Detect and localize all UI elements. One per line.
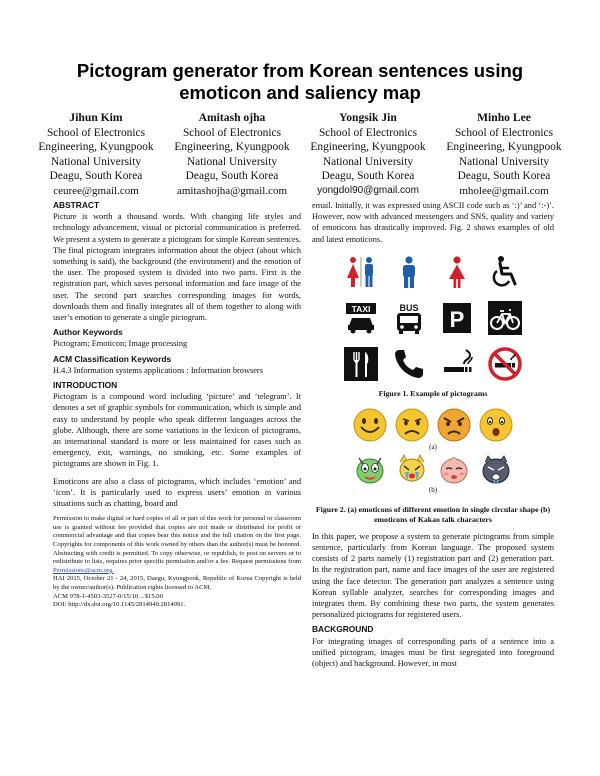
- figure-2-caption: Figure 2. (a) emoticons of different emotion in single circular shape (b) emoticons of Kakao talk characters: [315, 504, 551, 524]
- author-affiliation: National University: [186, 155, 278, 168]
- author-name: Amitash ojha: [198, 111, 266, 124]
- parking-label: P: [449, 306, 465, 332]
- author-affiliation: Engineering, Kyungpook: [446, 141, 562, 154]
- emoticon-row-a: [312, 407, 554, 443]
- acm-classification-heading: ACM Classification Keywords: [53, 353, 172, 364]
- figure-2: [312, 407, 554, 525]
- author-affiliation: Deagu, South Korea: [49, 170, 143, 183]
- figure-2-label-b: (b): [428, 485, 438, 494]
- kakao-character-tube-icon: [353, 452, 387, 486]
- author-affiliation: Deagu, South Korea: [185, 170, 279, 183]
- fork-knife-icon: [342, 345, 380, 383]
- taxi-label: TAXI: [351, 303, 371, 314]
- surprised-emoticon-icon: [478, 407, 514, 443]
- author-keywords-text: Pictogram; Emoticon; Image processing: [53, 339, 188, 349]
- angry-emoticon-icon: [436, 407, 472, 443]
- no-smoking-icon: [486, 345, 524, 383]
- doi-info: DOI: http://dx.doi.org/10.1145/2814940.2814991.: [53, 601, 186, 609]
- author-name: Yongsik Jin: [339, 111, 397, 124]
- figure-1-caption: Figure 1. Example of pictograms: [378, 388, 488, 398]
- author-affiliation: School of Electronics: [454, 126, 554, 139]
- permissions-email-link[interactable]: Permissions@acm.org.: [53, 566, 114, 574]
- author-name: Minho Lee: [477, 111, 531, 124]
- author-email[interactable]: ceuree@gmail.com: [53, 184, 139, 197]
- author-email[interactable]: mholee@gmail.com: [459, 184, 549, 197]
- author-affiliation: National University: [458, 155, 550, 168]
- right-paragraph-1: email. Initially, it was expressed using ASCII code such as ‘:)’ and ‘:-)’. However, now with advanced messengers and SNS, quality and variety of emoticons has drastically improved. Fig. 2 shows examples of old and latest emoticons.: [312, 201, 554, 244]
- figure-2-label-a: (a): [429, 442, 437, 451]
- acm-classification-text: H.4.3 Information systems applications : Information browsers: [53, 365, 263, 375]
- conference-info: HAI 2015, October 21 - 24, 2015, Daegu, Kyungpook, Republic of Korea Copyright is held by the owner/author(s). Publication rights licensed to ACM.: [53, 575, 301, 592]
- author-affiliation: Engineering, Kyungpook: [38, 141, 154, 154]
- paper-title: [0, 60, 600, 104]
- author-affiliation: National University: [50, 155, 142, 168]
- author-keywords-heading: Author Keywords: [53, 327, 123, 338]
- smoking-icon: [438, 345, 476, 383]
- background-text: For integrating images of corresponding parts of a sentence into a unified pictogram, images must be first segregated into foreground (object) and background. However, in most: [312, 636, 554, 669]
- happy-emoticon-icon: [352, 407, 388, 443]
- wheelchair-icon: [486, 253, 524, 291]
- author-4: [436, 111, 572, 199]
- kakao-character-frodo-icon: [479, 452, 513, 486]
- permission-text: Permission to make digital or hard copies of all or part of this work for personal or classroom use is granted without fee provided that copies are not made or distributed for profit or commercial advantage and that copies bear this notice and the full citation on the first page. Copyrights for components of this work owned by others than the author(s) must be honored. Abstracting with credit is permitted. To copy otherwise, or republish, to post on servers or to redistribute to lists, requires prior specific permission and/or a fee. Request permissions from Permissions@acm.org.: [53, 515, 301, 574]
- abstract-text: Picture is worth a thousand words. With changing life styles and technology advancement, visual or pictorial communication is preferred. We present a system to generate a pictogram for simple Korean sentences. The final pictogram integrates information about the object (about which something is said), the background (the environment) and the emotion of the user. The proposed system is divided into two parts. First is the registration part, which saves personal information and face image of the user. The second part searches corresponding images for words, downloads them and finally integrates all of them together to along with user’s emotion to generate a single pictogram.: [53, 212, 301, 323]
- author-block: [28, 111, 572, 199]
- author-affiliation: Engineering, Kyungpook: [310, 141, 426, 154]
- pictogram-grid: [343, 253, 523, 383]
- parking-icon: [438, 299, 476, 337]
- author-affiliation: National University: [322, 155, 414, 168]
- kakao-character-neo-icon: [395, 452, 429, 486]
- author-email[interactable]: amitashojha@gmail.com: [176, 184, 288, 197]
- author-2: [164, 111, 300, 199]
- author-affiliation: Deagu, South Korea: [321, 170, 415, 183]
- woman-icon: [438, 253, 476, 291]
- author-affiliation: School of Electronics: [318, 126, 418, 139]
- isbn-info: ACM 978-1-4503-3527-0/15/10…$15.00: [53, 592, 163, 600]
- abstract-heading: ABSTRACT: [53, 200, 100, 210]
- author-affiliation: Deagu, South Korea: [457, 170, 551, 183]
- figure-1: [343, 253, 523, 399]
- title-line-2: emoticon and saliency map: [179, 82, 421, 103]
- man-icon: [390, 253, 428, 291]
- introduction-heading: INTRODUCTION: [53, 380, 118, 391]
- woman-man-restroom-icon: [342, 253, 380, 291]
- background-heading: BACKGROUND: [312, 624, 374, 635]
- sad-emoticon-icon: [394, 407, 430, 443]
- left-column: [53, 200, 301, 610]
- author-name: Jihun Kim: [69, 111, 123, 124]
- bus-label: BUS: [399, 302, 419, 313]
- emoticon-row-b: [312, 452, 554, 486]
- bicycle-icon: [486, 299, 524, 337]
- author-1: [28, 111, 164, 199]
- right-paragraph-2: In this paper, we propose a system to generate pictograms from simple sentence, particularly from Korean language. The proposed system consists of 2 parts namely (1) registration part and (2) generation part. In the registration part, name and face images of the user are registered using the face detector. The generation part analyzes a sentence using Korean syllable analyzer, searches for corresponding images and integrates them. By combining these two parts, the system generates personalized pictograms for registered users.: [312, 531, 554, 620]
- author-affiliation: School of Electronics: [46, 126, 146, 139]
- kakao-character-apeach-icon: [437, 452, 471, 486]
- bus-icon: [390, 299, 428, 337]
- title-line-1: Pictogram generator from Korean sentences using: [76, 60, 524, 81]
- author-affiliation: School of Electronics: [182, 126, 282, 139]
- author-3: [300, 111, 436, 199]
- telephone-icon: [390, 345, 428, 383]
- taxi-icon: [342, 299, 380, 337]
- intro-paragraph-1: Pictogram is a compound word including ‘picture’ and ‘telegram’. It denotes a set of graphic symbols for communication, which is simple and easy to understand by people who speak different languages across the globe. Although, there are some variations in the lexicon of pictograms, an international standard is more or less maintained for cases such as emergency, exit, warnings, no smoking, etc. Some examples of pictograms are shown in Fig. 1.: [53, 392, 301, 469]
- author-affiliation: Engineering, Kyungpook: [174, 141, 290, 154]
- right-column: [312, 200, 554, 669]
- intro-paragraph-2: Emoticons are also a class of pictograms, which includes ‘emotion’ and ‘icon’. It is particularly used to express users’ emotion in various situations such as chatting, board and: [53, 476, 301, 509]
- author-email[interactable]: yongdol90@gmail.com: [317, 184, 419, 196]
- permission-block: [53, 515, 301, 610]
